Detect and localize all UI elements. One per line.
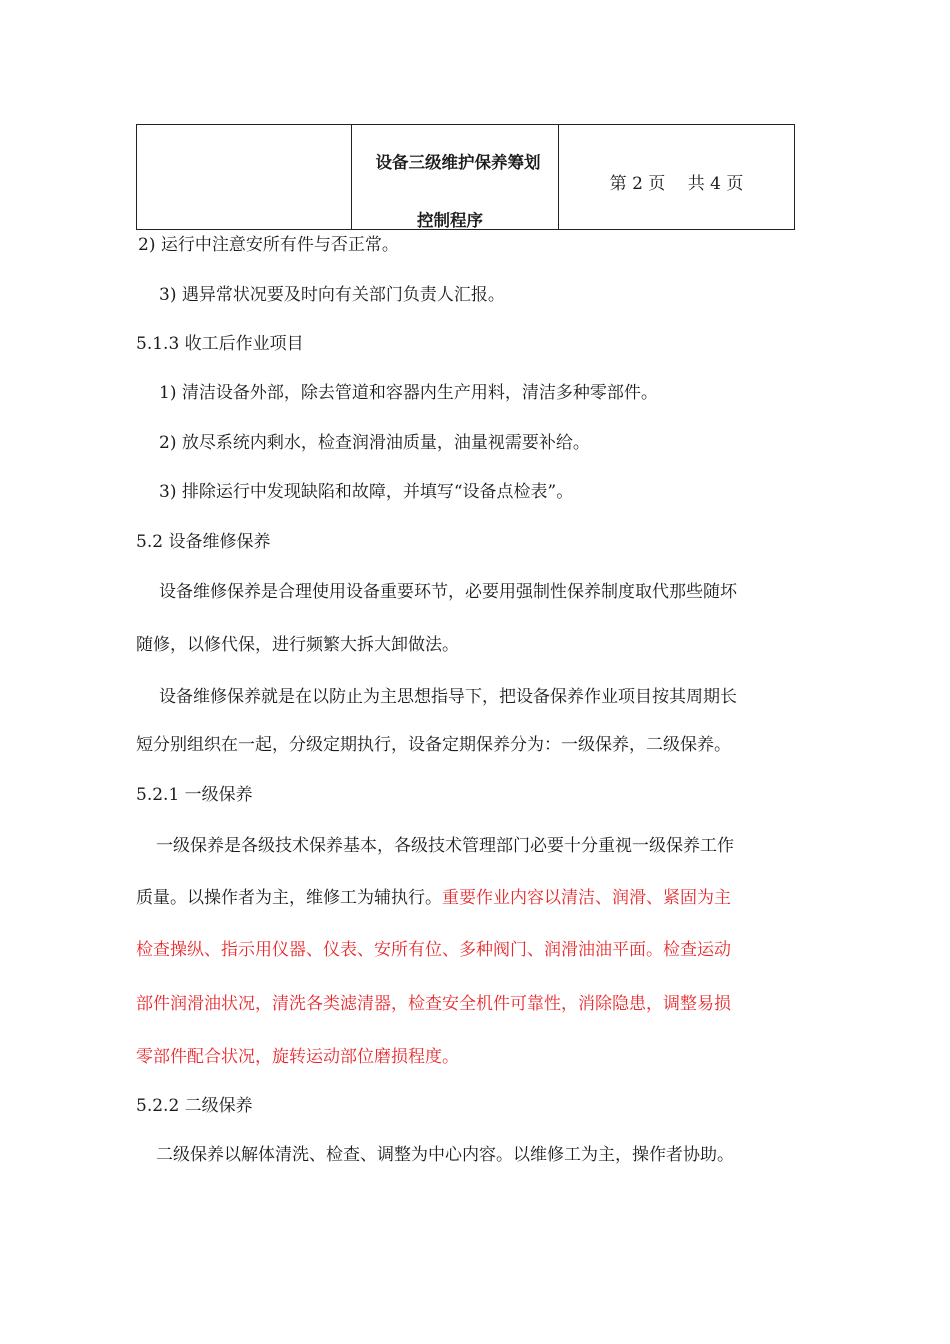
body-line-4: 1) 清洁设备外部，除去管道和容器内生产用料，清洁多种零部件。: [159, 383, 658, 403]
document-title-line-1: 设备三级维护保养筹划: [375, 153, 541, 172]
body-line-11: 短分别组织在一起，分级定期执行，设备定期保养分为：一级保养，二级保养。: [136, 735, 731, 755]
body-line-1: 2) 运行中注意安所有件与否正常。: [138, 235, 399, 255]
header-blank-cell: [137, 125, 352, 230]
body-line-19: 二级保养以解体清洗、检查、调整为中心内容。以维修工为主，操作者协助。: [156, 1145, 734, 1165]
document-title-line-2: 控制程序: [417, 211, 483, 230]
body-line-8: 设备维修保养是合理使用设备重要环节，必要用强制性保养制度取代那些随坏: [159, 582, 737, 602]
body-line-10: 设备维修保养就是在以防止为主思想指导下，把设备保养作业项目按其周期长: [159, 687, 737, 707]
body-line-2: 3) 遇异常状况要及时向有关部门负责人汇报。: [159, 285, 505, 305]
body-line-14-red: 重要作业内容以清洁、润滑、紧固为主: [442, 888, 731, 908]
header-page-cell: [559, 125, 795, 230]
section-heading-5-1-3: 5.1.3 收工后作业项目: [136, 334, 304, 354]
section-heading-5-2-2: 5.2.2 二级保养: [136, 1096, 253, 1116]
section-heading-5-2: 5.2 设备维修保养: [136, 532, 271, 552]
body-line-16: 部件润滑油状况，清洗各类滤清器，检查安全机件可靠性，消除隐患，调整易损: [136, 994, 731, 1014]
section-heading-5-2-1: 5.2.1 一级保养: [136, 785, 253, 805]
body-line-14-black: 质量。以操作者为主，维修工为辅执行。: [136, 888, 442, 908]
header-title-cell: [352, 125, 559, 230]
body-line-17: 零部件配合状况，旋转运动部位磨损程度。: [136, 1047, 459, 1067]
body-line-9: 随修，以修代保，进行频繁大拆大卸做法。: [136, 635, 459, 655]
body-line-13: 一级保养是各级技术保养基本，各级技术管理部门必要十分重视一级保养工作: [156, 836, 734, 856]
body-line-14: [136, 886, 731, 910]
page-number-info: 第 2 页 共 4 页: [609, 174, 744, 194]
body-line-5: 2) 放尽系统内剩水，检查润滑油质量，油量视需要补给。: [159, 433, 590, 453]
body-line-6: 3) 排除运行中发现缺陷和故障，并填写“设备点检表”。: [159, 482, 574, 502]
body-line-15: 检查操纵、指示用仪器、仪表、安所有位、多种阀门、润滑油油平面。检查运动: [136, 940, 731, 960]
document-header-table: [136, 124, 795, 230]
